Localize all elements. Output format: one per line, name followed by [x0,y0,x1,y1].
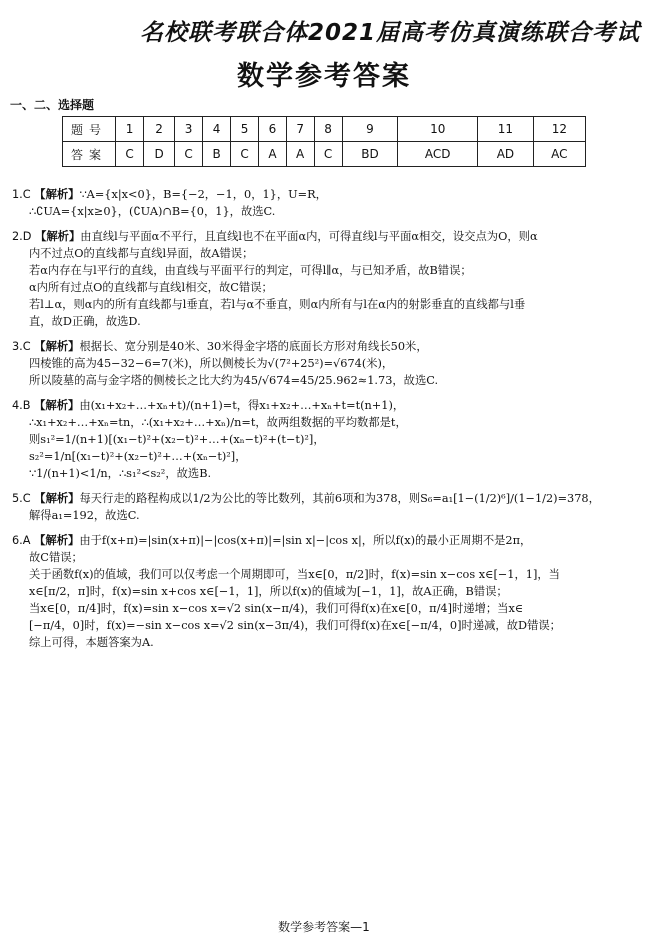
solution-number: 6.A [12,534,31,547]
solution-number: 1.C [12,188,31,201]
solution-number: 4.B [12,399,31,412]
answer-cell: A [286,142,314,167]
solution-item [12,397,638,490]
answer-cell: C [116,142,144,167]
solution-text: s₂²=1/n[(x₁−t)²+(x₂−t)²+…+(xₙ−t)²]， [29,450,247,463]
answer-table-row1-label: 题号 [63,117,116,142]
analysis-tag: 【解析】 [34,399,80,412]
question-number-cell: 7 [286,117,314,142]
solution-text: 综上可得，本题答案为A. [29,636,154,649]
question-number-cell: 5 [230,117,258,142]
analysis-tag: 【解析】 [34,340,80,353]
solution-line [12,313,638,330]
solution-text: ∴x₁+x₂+…+xₙ=tn，∴(x₁+x₂+…+xₙ)/n=t，故两组数据的平均数都是t， [29,416,407,429]
answer-table-number-row [63,117,586,142]
question-number-cell: 9 [342,117,398,142]
question-number-cell: 6 [259,117,287,142]
solution-text: 所以陵墓的高与金字塔的侧棱长之比大约为45/√674=45/25.962≈1.73，故选C. [29,374,439,387]
analysis-tag: 【解析】 [34,492,80,505]
solution-line [12,372,638,389]
solution-line [12,279,638,296]
solution-text: 当x∈[0，π/4]时，f(x)=sin x−cos x=√2 sin(x−π/4)，我们可得f(x)在x∈[0，π/4]时递增；当x∈ [29,602,524,615]
solution-line [12,532,638,549]
solution-line [12,397,638,414]
solution-text: [−π/4，0]时，f(x)=−sin x−cos x=√2 sin(x−3π/4)，我们可得f(x)在x∈[−π/4，0]时递减，故D错误； [29,619,561,632]
answer-cell: B [203,142,231,167]
solution-line [12,414,638,431]
solution-text: ∵A={x|x<0}，B={−2，−1，0，1}，U=R， [79,188,327,201]
solution-gap [12,330,638,338]
solution-text: 直，故D正确，故选D. [29,315,141,328]
solution-line [12,448,638,465]
solution-text: 若l⊥α，则α内的所有直线都与l垂直，若l与α不垂直，则α内所有与l在α内的射影垂直的直线都与l垂 [29,298,526,311]
solutions-list [12,186,638,659]
answer-table-row2-label: 答案 [63,142,116,167]
answer-cell: D [144,142,175,167]
solution-gap [12,482,638,490]
solution-line [12,617,638,634]
solution-item [12,228,638,338]
solution-text: 内不过点O的直线都与直线l异面，故A错误； [29,247,254,260]
solution-line [12,338,638,355]
solution-text: 若α内存在与l平行的直线，由直线与平面平行的判定，可得l∥α，与已知矛盾，故B错误； [29,264,472,277]
solution-item [12,532,638,659]
solution-item [12,338,638,397]
solution-text: ∵1/(n+1)<1/n，∴s₁²<s₂²，故选B. [29,467,212,480]
solution-number: 5.C [12,492,31,505]
solution-text: 由于f(x+π)=|sin(x+π)|−|cos(x+π)|=|sin x|−|cos x|，所以f(x)的最小正周期不是2π， [79,534,532,547]
solution-text: ∴∁UA={x|x≥0}，(∁UA)∩B={0，1}，故选C. [29,205,276,218]
answer-cell: C [174,142,202,167]
answer-table [62,116,586,167]
solution-number: 2.D [12,230,32,243]
solution-text: 关于函数f(x)的值域，我们可以仅考虑一个周期即可，当x∈[0，π/2]时，f(x)=sin x−cos x∈[−1，1]，当 [29,568,560,581]
solution-line [12,203,638,220]
solution-item [12,186,638,228]
answer-cell: C [314,142,342,167]
answer-cell: A [259,142,287,167]
solution-line [12,634,638,651]
question-number-cell: 1 [116,117,144,142]
exam-title: 名校联考联合体2021届高考仿真演练联合考试 [140,20,641,46]
solution-line [12,245,638,262]
question-number-cell: 12 [533,117,585,142]
solution-line [12,355,638,372]
analysis-tag: 【解析】 [34,534,80,547]
analysis-tag: 【解析】 [34,188,80,201]
solution-number: 3.C [12,340,31,353]
analysis-tag: 【解析】 [35,230,81,243]
solution-text: 故C错误； [29,551,83,564]
solution-text: x∈[π/2，π]时，f(x)=sin x+cos x∈[−1，1]，所以f(x)的值域为[−1，1]，故A正确，B错误； [29,585,508,598]
solution-text: 由直线l与平面α不平行，且直线l也不在平面α内，可得直线l与平面α相交，设交点为O，则α [80,230,538,243]
question-number-cell: 3 [174,117,202,142]
solution-gap [12,651,638,659]
solution-text: 四棱锥的高为45−32−6=7(米)，所以侧棱长为√(7²+25²)=√674(米)， [29,357,394,370]
solution-item [12,490,638,532]
question-number-cell: 4 [203,117,231,142]
solution-line [12,566,638,583]
solution-gap [12,389,638,397]
question-number-cell: 8 [314,117,342,142]
question-number-cell: 11 [478,117,533,142]
solution-line [12,262,638,279]
solution-gap [12,524,638,532]
solution-line [12,507,638,524]
solution-gap [12,220,638,228]
solution-text: 解得a₁=192，故选C. [29,509,140,522]
solution-line [12,431,638,448]
solution-text: 根据长、宽分别是40米、30米得金字塔的底面长方形对角线长50米， [79,340,428,353]
page-footer: 数学参考答案—1 [278,920,370,934]
solution-line [12,465,638,482]
solution-line [12,490,638,507]
answer-table-answer-row [63,142,586,167]
solution-line [12,186,638,203]
section-heading: 一、二、选择题 [10,98,95,112]
answer-cell: C [230,142,258,167]
question-number-cell: 10 [398,117,478,142]
solution-line [12,583,638,600]
solution-line [12,296,638,313]
answer-cell: ACD [398,142,478,167]
question-number-cell: 2 [144,117,175,142]
answer-cell: AD [478,142,533,167]
solution-text: α内所有过点O的直线都与直线l相交，故C错误； [29,281,273,294]
solution-line [12,549,638,566]
solution-line [12,228,638,245]
solution-line [12,600,638,617]
answer-cell: AC [533,142,585,167]
solution-text: 由(x₁+x₂+…+xₙ+t)/(n+1)=t，得x₁+x₂+…+xₙ+t=t(n+1)， [79,399,405,412]
solution-text: 每天行走的路程构成以1/2为公比的等比数列，其前6项和为378，则S₆=a₁[1−(1/2)⁶]/(1−1/2)=378， [79,492,600,505]
solution-text: 则s₁²=1/(n+1)[(x₁−t)²+(x₂−t)²+…+(xₙ−t)²+(t−t)²]， [29,433,325,446]
document-title: 数学参考答案 [237,61,411,92]
answer-cell: BD [342,142,398,167]
